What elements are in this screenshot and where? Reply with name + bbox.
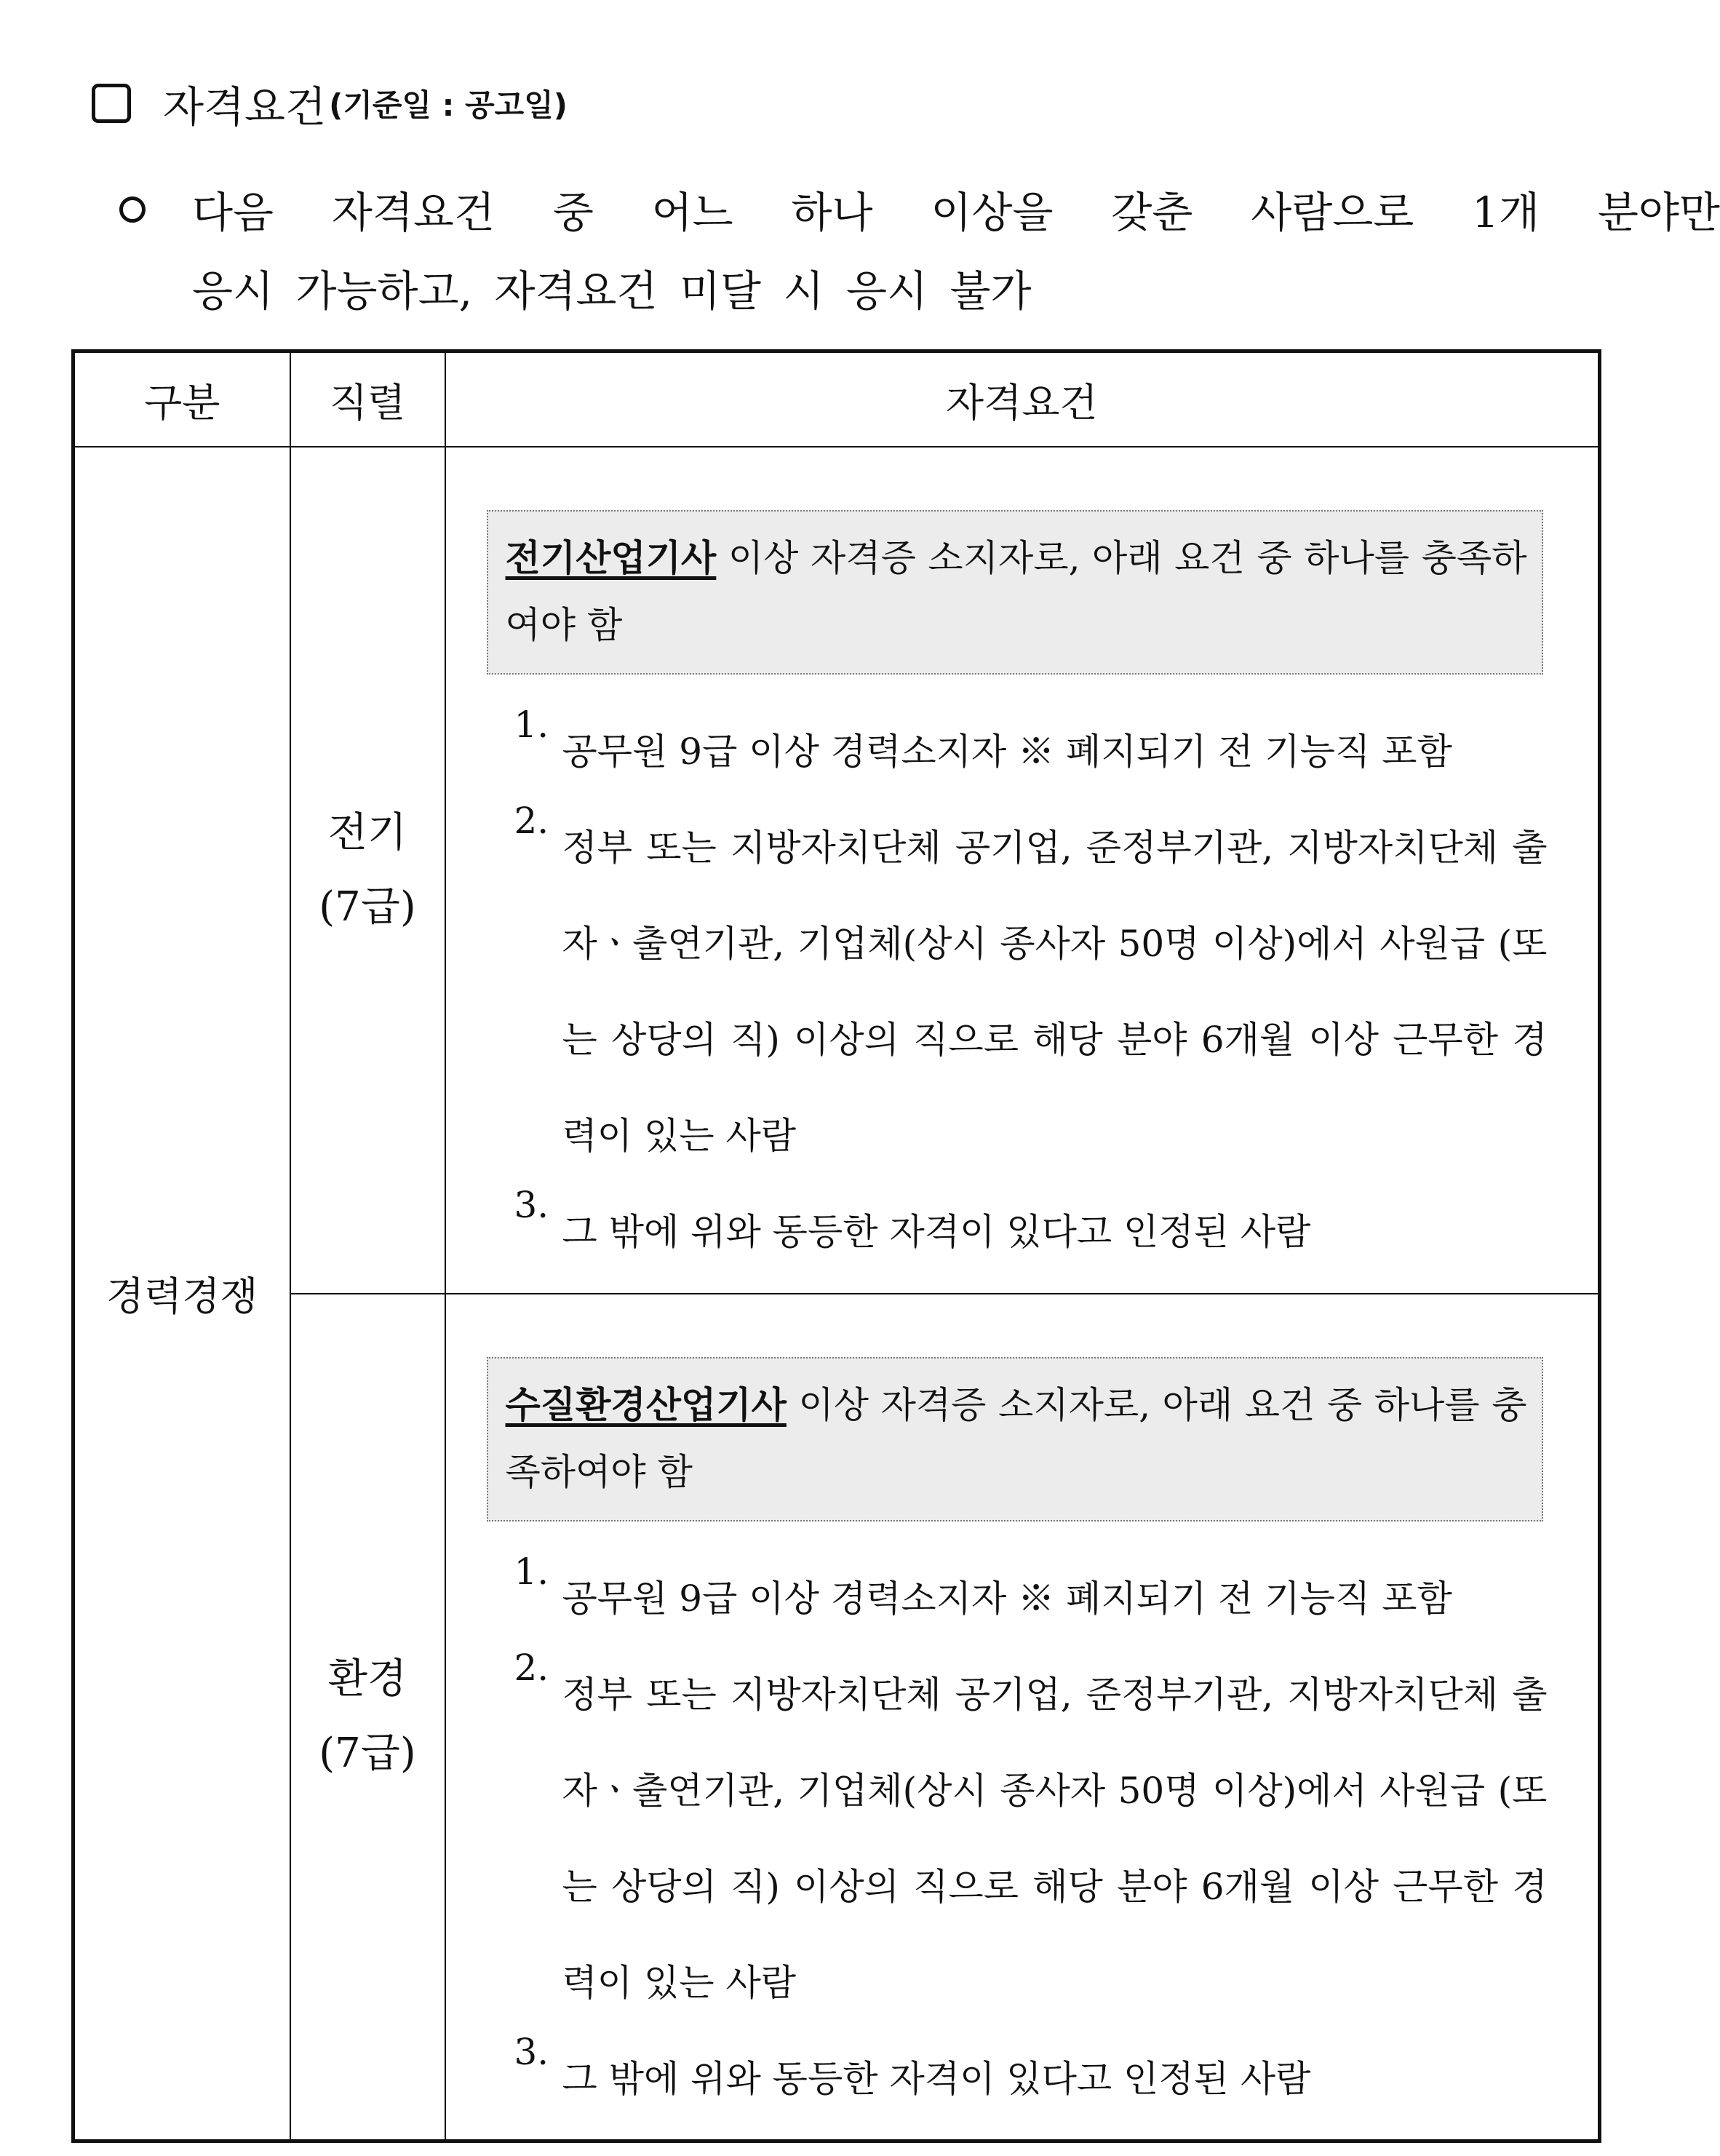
intro-word: 1개: [1472, 188, 1540, 237]
intro-word: 하나: [791, 188, 873, 237]
list-item: [514, 1184, 1548, 1280]
intro-word: 이상을: [931, 188, 1054, 237]
license-requirement-box: [487, 1357, 1543, 1521]
item-number: 3.: [514, 2031, 549, 2073]
circle-bullet-icon: [119, 196, 146, 223]
list-item: [514, 704, 1548, 800]
item-number: 2.: [514, 800, 549, 842]
series-grade: (7급): [319, 883, 416, 931]
table-row: [73, 447, 1600, 1294]
item-number: 3.: [514, 1184, 549, 1226]
item-text: 그 밖에 위와 동등한 자격이 있다고 인정된 사람: [562, 1211, 1311, 1253]
license-name: 전기산업기사: [505, 536, 717, 579]
series-cell: [290, 1294, 445, 2141]
header-gubun: 구분: [73, 351, 290, 447]
list-item: [514, 1551, 1548, 1647]
requirement-cell: [445, 447, 1600, 1294]
item-text: 정부 또는 지방자치단체 공기업, 준정부기관, 지방자치단체 출자ㆍ출연기관, 기업체(상시 종사자 50명 이상)에서 사원급 (또는 상당의 직) 이상의 직으로 해당 분야 6개월 이상 근무한 경력이 있는 사람: [562, 827, 1548, 1157]
series-name: 환경: [327, 1655, 407, 1703]
requirement-cell: [445, 1294, 1600, 2141]
list-item: [514, 1647, 1548, 2031]
item-number: 1.: [514, 1551, 549, 1593]
license-name: 수질환경산업기사: [505, 1383, 787, 1426]
intro-word: 갖춘: [1111, 188, 1193, 237]
item-text: 그 밖에 위와 동등한 자격이 있다고 인정된 사람: [562, 2058, 1311, 2100]
section-heading: [92, 73, 568, 134]
series-cell: [290, 447, 445, 1294]
header-requirements: 자격요건: [445, 351, 1600, 447]
series-grade: (7급): [319, 1730, 416, 1778]
category-cell: 경력경쟁: [73, 447, 290, 2141]
section-title: 자격요건: [163, 82, 327, 132]
list-item: [514, 800, 1548, 1184]
intro-word: 중: [552, 188, 594, 237]
item-text: 정부 또는 지방자치단체 공기업, 준정부기관, 지방자치단체 출자ㆍ출연기관, 기업체(상시 종사자 50명 이상)에서 사원급 (또는 상당의 직) 이상의 직으로 해당 분야 6개월 이상 근무한 경력이 있는 사람: [562, 1674, 1548, 2004]
intro-line-2: 응시 가능하고, 자격요건 미달 시 응시 불가: [192, 266, 1032, 316]
header-jikryeol: 직렬: [290, 351, 445, 447]
checkbox-square-icon: [92, 84, 131, 123]
series-name: 전기: [327, 809, 407, 856]
item-text: 공무원 9급 이상 경력소지자 ※ 폐지되기 전 기능직 포함: [562, 1578, 1452, 1620]
section-subtitle: (기준일 : 공고일): [329, 87, 568, 123]
intro-line-1: [192, 173, 1720, 252]
license-requirement-text: 이상 자격증 소지자로, 아래 요건 중 하나를 충족하여야 함: [505, 1384, 1527, 1493]
requirements-table: [71, 349, 1601, 2143]
list-item: [514, 2031, 1548, 2127]
license-requirement-box: [487, 510, 1543, 675]
requirement-list: [514, 704, 1548, 1280]
item-number: 1.: [514, 704, 549, 746]
table-header-row: [73, 351, 1600, 447]
table-row: [73, 1294, 1600, 2141]
intro-word: 다음: [192, 188, 274, 237]
intro-word: 어느: [651, 188, 733, 237]
requirement-list: [514, 1551, 1548, 2127]
item-number: 2.: [514, 1647, 549, 1689]
item-text: 공무원 9급 이상 경력소지자 ※ 폐지되기 전 기능직 포함: [562, 731, 1452, 773]
license-requirement-text: 이상 자격증 소지자로, 아래 요건 중 하나를 충족하여야 함: [505, 537, 1527, 646]
intro-word: 분야만: [1597, 188, 1720, 237]
intro-word: 사람으로: [1251, 188, 1414, 237]
intro-word: 자격요건: [331, 188, 495, 237]
